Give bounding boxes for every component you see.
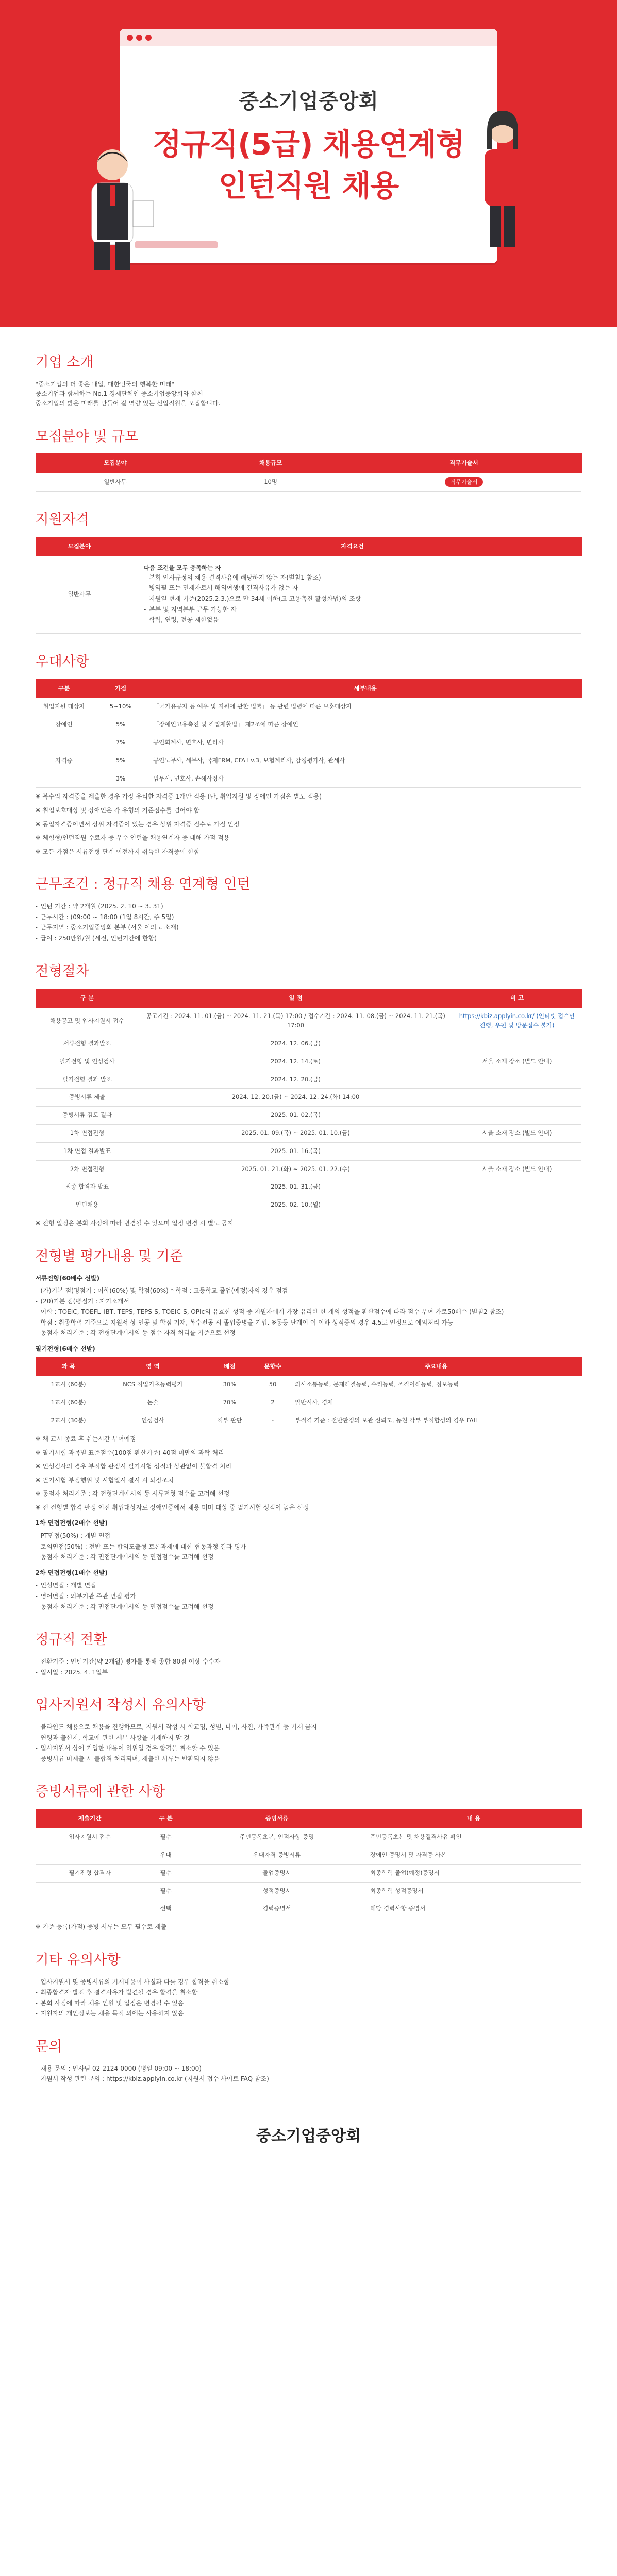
table-row: 1교시 (60분) 논술 70% 2 일반시사, 경제: [36, 1394, 581, 1412]
preference-table: 구분 가점 세부내용 취업지원 대상자 5~10% 「국가유공자 등 예우 및 지원에 관한 법률」 등 관련 법령에 따른 보훈대상자 장애인 5% 「장애인고용촉진 및 직업재활법」 제2조에 따른 장애인 7% 공인회계사, 변호사, 변리사 자격증 5% 공인노무사, 세무사, 국제FRM, CFA Lv.3, 보험계리사, 감정평가사, 관세사 3% 법무사, 변호사, 손해사정사: [36, 679, 582, 788]
section-title: 정규직 전환: [35, 1632, 107, 1648]
table-row: 1교시 (60분) NCS 직업기초능력평가 30% 50 의사소통능력, 문제해결능력, 수리능력, 조직이해능력, 정보능력: [36, 1376, 581, 1394]
table-row: 필기전형 합격자 필수 졸업증명서 최종학력 졸업(예정)증명서: [36, 1864, 581, 1882]
table-row: 필기전형 및 인성검사 2024. 12. 14.(토) 서울 소재 장소 (별도 안내): [36, 1053, 581, 1071]
section-title: 근무조건 : 정규직 채용 연계형 인턴: [35, 876, 251, 893]
table-row: 증빙서류 검토 결과 2025. 01. 02.(목): [36, 1107, 581, 1125]
window-dot-icon: [136, 35, 142, 41]
section-title: 기타 유의사항: [35, 1952, 121, 1968]
process-section: 전형절차 구 분 일 정 비 고 채용공고 및 입사지원서 접수 공고기간 : 2024. 11. 01.(금) ~ 2024. 11. 21.(목) 17:00 / 접수기간 : 2024. 11. 08.(금) ~ 2024. 11. 21.(목) 17:00 https://kbiz.applyin.co.kr/ (인터넷 접수만 진행, 우편 및 방문접수 불가) 서류전형 결과발표 2024. 12. 06.(금) 필기전형 및 인성검사 2024. 12. 14.(토) 서울 소재 장소 (별도 안내) 필기전형 결과 발표 2024. 12. 20.(금) 증빙서류 제출 2024. 12. 20.(금) ~ 2024. 12. 24.(화) 14:00 증빙서류 검토 결과 2025. 01. 02.(목) 1차 면접전형 2025. 01. 09.(목) ~ 2025. 01. 10.(금) 서울 소재 장소 (별도 안내) 1차 면접 결과발표 2025. 01. 16.(목) 2차 면접전형 2025. 01. 21.(화) ~ 2025. 01. 22.(수) 서울 소재 장소 (별도 안내) 최종 합격자 발표 2025. 01. 31.(금) 인턴채용 2025. 02. 10.(월) ※ 전형 일정은 본회 사정에 따라 변경될 수 있으며 일정 변경 시 별도 공지: [36, 961, 582, 1228]
table-row: 필기전형 결과 발표 2024. 12. 20.(금): [36, 1071, 581, 1089]
contact-section: 문의 - 채용 문의 : 인사팀 02-2124-0000 (평일 09:00 ~ 18:00) - 지원서 작성 관련 문의 : https://kbiz.applyin.co.kr (지원서 접수 사이트 FAQ 참조): [36, 2036, 582, 2084]
table-row: 3% 법무사, 변호사, 손해사정사: [36, 770, 581, 788]
intro-line: "중소기업의 더 좋은 내일, 대한민국의 행복한 미래": [35, 380, 175, 388]
table-row: 1차 면접전형 2025. 01. 09.(목) ~ 2025. 01. 10.(금) 서울 소재 장소 (별도 안내): [36, 1125, 581, 1143]
table-row: 최종 합격자 발표 2025. 01. 31.(금): [36, 1178, 581, 1196]
table-row: 일반사무 10명 직무기술서: [36, 473, 581, 492]
apply-link[interactable]: https://kbiz.applyin.co.kr/ (인터넷 접수만 진행, 우편 및 방문접수 불가): [453, 1008, 581, 1035]
section-title: 입사지원서 작성시 유의사항: [35, 1697, 206, 1714]
table-row: 입사지원서 접수 필수 주민등록초본, 인적사항 증명 주민등록초본 및 채용결격사유 확인: [36, 1828, 581, 1846]
job-description-button[interactable]: 직무기술서: [445, 477, 482, 487]
shelf-decoration: [135, 241, 218, 248]
qualification-table: [36, 537, 582, 634]
table-row: 1차 면접 결과발표 2025. 01. 16.(목): [36, 1142, 581, 1160]
table-row: 채용공고 및 입사지원서 접수 공고기간 : 2024. 11. 01.(금) ~ 2024. 11. 21.(목) 17:00 / 접수기간 : 2024. 11. 08.(금) ~ 2024. 11. 21.(목) 17:00 https://kbiz.applyin.co.kr/ (인터넷 접수만 진행, 우편 및 방문접수 불가): [36, 1008, 581, 1035]
qualification-section: [36, 509, 582, 633]
application-caution-section: 입사지원서 작성시 유의사항 - 블라인드 채용으로 채용을 진행하므로, 지원서 작성 시 학교명, 성별, 나이, 사진, 가족관계 등 기재 금지 - 연령과 출신지, 학교에 관한 세부 사항을 기재하지 말 것 - 입사지원서 상에 기입한 내용이 허위일 경우 합격을 취소할 수 있음 - 증빙서류 미제출 시 불합격 처리되며, 제출한 서류는 반환되지 않음: [36, 1694, 582, 1764]
hero-title-line1: 정규직(5급) 채용연계형: [153, 127, 464, 162]
etc-section: 기타 유의사항 - 입사지원서 및 증빙서류의 기재내용이 사실과 다를 경우 합격을 취소함 - 최종합격자 발표 후 결격사유가 발견될 경우 합격을 취소함 - 본회 사정에 따라 채용 인원 및 일정은 변경될 수 있음 - 지원자의 개인정보는 채용 목적 외에는 사용하지 않음: [36, 1950, 582, 2019]
table-row: 7% 공인회계사, 변호사, 변리사: [36, 734, 581, 752]
table-row: 인턴채용 2025. 02. 10.(월): [36, 1196, 581, 1214]
section-title: 지원자격: [35, 512, 89, 528]
table-row: 2차 면접전형 2025. 01. 21.(화) ~ 2025. 01. 22.(수) 서울 소재 장소 (별도 안내): [36, 1160, 581, 1178]
window-dot-icon: [127, 35, 133, 41]
recruit-section: [36, 426, 582, 492]
hero-window-bar: [120, 29, 497, 46]
table-header: 모집분야: [36, 537, 123, 556]
hero-title-line2: 인턴직원 채용: [218, 168, 399, 203]
documents-table: 제출기간 구 분 증빙서류 내 용 입사지원서 접수 필수 주민등록초본, 인적사항 증명 주민등록초본 및 채용결격사유 확인 우대 우대자격 증빙서류 장애인 증명서 및 자격증 사본 필기전형 합격자 필수 졸업증명서 최종학력 졸업(예정)증명서 필수 성적증명서 최종학력 성적증명서 선택 경력증명서 해당 경력사항 증명서: [36, 1809, 582, 1918]
table-header: 직무기술서: [346, 454, 581, 473]
hero-window: [120, 29, 497, 263]
written-test-table: 과 목 영 역 배점 문항수 주요내용 1교시 (60분) NCS 직업기초능력평가 30% 50 의사소통능력, 문제해결능력, 수리능력, 조직이해능력, 정보능력 1교시 (60분) 논술 70% 2 일반시사, 경제 2교시 (30분) 인성검사 적부 판단 - 부적격 기준 : 전반판정의 보관 신뢰도, 농친 각부 부적합성의 경우 FAIL: [36, 1357, 582, 1430]
section-title: 기업 소개: [35, 354, 94, 370]
section-title: 우대사항: [35, 653, 89, 670]
work-condition-section: 근무조건 : 정규직 채용 연계형 인턴 - 인턴 기간 : 약 2개월 (2025. 2. 10 ~ 3. 31) - 근무시간 : (09:00 ~ 18:00 (1일 8시간, 주 5일) - 근무지역 : 중소기업중앙회 본부 (서울 여의도 소재) - 급여 : 250만원/월 (세전, 인턴기간에 한함): [36, 874, 582, 943]
section-title: 문의: [35, 2039, 62, 2055]
contact-link[interactable]: - 지원서 작성 관련 문의 : https://kbiz.applyin.co.kr (지원서 접수 사이트 FAQ 참조): [36, 2074, 582, 2084]
table-row: 선택 경력증명서 해당 경력사항 증명서: [36, 1900, 581, 1918]
recruit-table: [36, 453, 582, 492]
hero-subtitle: 중소기업중앙회: [239, 90, 378, 113]
table-row: 일반사무 다음 조건을 모두 충족하는 자 - 본회 인사규정의 채용 결격사유에 해당하지 않는 자(별첨1 참조) - 병역필 또는 면제자로서 해외여행에 결격사유가 없는 자 - 지원일 현재 기준(2025.2.3.)으로 만 34세 이하(고 고용촉진 활성화법)의 조항 - 본부 및 지역본부 근무 가능한 자 - 학력, 연령, 전공 제한없음: [36, 556, 581, 633]
preference-section: 우대사항 구분 가점 세부내용 취업지원 대상자 5~10% 「국가유공자 등 예우 및 지원에 관한 법률」 등 관련 법령에 따른 보훈대상자 장애인 5% 「장애인고용촉진 및 직업재활법」 제2조에 따른 장애인 7% 공인회계사, 변호사, 변리사 자격증 5% 공인노무사, 세무사, 국제FRM, CFA Lv.3, 보험계리사, 감정평가사, 관세사 3% 법무사, 변호사, 손해사정사 ※ 복수의 자격증을 제출한 경우 가장 유리한 자격증 1개만 적용 (단, 취업지원 및 장애인 가점은 별도 적용) ※ 취업보호대상 및 장애인은 각 유형의 기준점수를 넘어야 함 ※ 동일자격증이면서 상위 자격증이 있는 경우 상위 자격증 점수로 가점 인정 ※ 체험형/인턴직원 수료자 중 우수 인턴을 채용연계자 중 대해 가점 적용 ※ 모든 가점은 서류전형 단계 이전까지 취득한 자격증에 한함: [36, 651, 582, 857]
footer-organization-name: 중소기업중앙회: [36, 2102, 582, 2175]
table-row: 필수 성적증명서 최종학력 성적증명서: [36, 1882, 581, 1900]
table-row: 2교시 (30분) 인성검사 적부 판단 - 부적격 기준 : 전반판정의 보관 신뢰도, 농친 각부 부적합성의 경우 FAIL: [36, 1412, 581, 1430]
conversion-section: 정규직 전환 - 전환기준 : 인턴기간(약 2개월) 평가를 통해 종합 80점 이상 수수자 - 입시일 : 2025. 4. 1일부: [36, 1629, 582, 1677]
evaluation-section: 전형별 평가내용 및 기준 서류전형(60배수 선발) - (가)기본 점(평점기 : 어학(60%) 및 학점(60%) * 학점 : 고등학교 졸업(예정)자의 경우 점검 - (20)기본 점(평점기 : 자기소개서 - 어학 : TOEIC, TOEFL_iBT, TEPS, TEPS-S, TOEIC-S, OPIc의 유효한 성적 중 지원자에게 가장 유리한 한 개의 성적을 환산점수에 따라 점수 부여 가로50배수 (별첨2 참조) - 학점 : 취종학력 기준으로 지원서 상 인공 및 학점 기재, 복수전공 시 졸업증명을 기입. ※동등 단계이 이 이하 성적증의 경우 4.5로 인정으로 예외처리 가능 - 동점자 처리기준 : 각 전형단계에서의 동 점수 자격 처리를 기준으로 선정 필기전형(6배수 선발) 과 목 영 역 배점 문항수 주요내용 1교시 (60분) NCS 직업기초능력평가 30% 50 의사소통능력, 문제해결능력, 수리능력, 조직이해능력, 정보능력 1교시 (60분) 논술 70% 2 일반시사, 경제 2교시 (30분) 인성검사 적부 판단 - 부적격 기준 : 전반판정의 보관 신뢰도, 농친 각부 부적합성의 경우 FAIL ※ 채 교시 종료 후 쉬는시간 부여예정 ※ 필기시험 과목별 표준점수(100점 환산기준) 40점 미만의 과락 처리 ※ 인성검사의 경우 부적합 판정시 필기시험 성적과 상관없이 불합격 처리 ※ 필기시험 부정행위 및 시험일시 결시 시 퇴장조치 ※ 동점자 처리기준 : 각 전형단계에서의 동 서류전형 점수를 고려해 선정 ※ 전 전형별 합격 판정 이전 취업대상자로 장애인중에서 채용 미미 대상 중 필기시험 성적이 높은 선정 1차 면접전형(2배수 선발) - PT면접(50%) : 개별 면접 - 토의면접(50%) : 전반 또는 합의도출형 토론과제에 대한 협동과정 결과 평가 - 동점자 처리기준 : 각 면접단계에서의 동 면접점수를 고려해 선정 2차 면접전형(1배수 선발) - 인성면접 : 개별 면접 - 영어면접 : 외부기관 주관 면접 평가 - 동점자 처리기준 : 각 면접단계에서의 동 면접점수를 고려해 선정: [36, 1246, 582, 1612]
intro-section: [36, 352, 582, 409]
section-title: 전형절차: [35, 963, 89, 979]
section-title: 증빙서류에 관한 사항: [35, 1784, 165, 1800]
hero-banner: [0, 0, 617, 327]
documents-section: 증빙서류에 관한 사항 제출기간 구 분 증빙서류 내 용 입사지원서 접수 필수 주민등록초본, 인적사항 증명 주민등록초본 및 채용결격사유 확인 우대 우대자격 증빙서류 장애인 증명서 및 자격증 사본 필기전형 합격자 필수 졸업증명서 최종학력 졸업(예정)증명서 필수 성적증명서 최종학력 성적증명서 선택 경력증명서 해당 경력사항 증명서 ※ 기준 등록(가점) 증빙 서류는 모두 필수로 제출: [36, 1781, 582, 1931]
table-header: 채용규모: [195, 454, 346, 473]
intro-line: 중소기업의 밝은 미래를 만들어 갈 역량 있는 신입직원을 모집합니다.: [35, 400, 221, 408]
section-title: 모집분야 및 규모: [35, 428, 139, 445]
table-header: 모집분야: [36, 454, 195, 473]
section-title: 전형별 평가내용 및 기준: [35, 1248, 184, 1264]
woman-illustration-icon: [464, 108, 541, 252]
table-row: 장애인 5% 「장애인고용촉진 및 직업재활법」 제2조에 따른 장애인: [36, 716, 581, 734]
table-row: 자격증 5% 공인노무사, 세무사, 국제FRM, CFA Lv.3, 보험계리사, 감정평가사, 관세사: [36, 752, 581, 770]
table-row: 우대 우대자격 증빙서류 장애인 증명서 및 자격증 사본: [36, 1846, 581, 1864]
table-header: 자격요건: [123, 537, 581, 556]
window-dot-icon: [145, 35, 152, 41]
table-row: 서류전형 결과발표 2024. 12. 06.(금): [36, 1035, 581, 1053]
intro-line: 중소기업과 함께하는 No.1 경제단체인 중소기업중앙회와 함께: [35, 390, 203, 398]
table-row: 증빙서류 제출 2024. 12. 20.(금) ~ 2024. 12. 24.(화) 14:00: [36, 1089, 581, 1107]
process-table: 구 분 일 정 비 고 채용공고 및 입사지원서 접수 공고기간 : 2024. 11. 01.(금) ~ 2024. 11. 21.(목) 17:00 / 접수기간 : 2024. 11. 08.(금) ~ 2024. 11. 21.(목) 17:00 https://kbiz.applyin.co.kr/ (인터넷 접수만 진행, 우편 및 방문접수 불가) 서류전형 결과발표 2024. 12. 06.(금) 필기전형 및 인성검사 2024. 12. 14.(토) 서울 소재 장소 (별도 안내) 필기전형 결과 발표 2024. 12. 20.(금) 증빙서류 제출 2024. 12. 20.(금) ~ 2024. 12. 24.(화) 14:00 증빙서류 검토 결과 2025. 01. 02.(목) 1차 면접전형 2025. 01. 09.(목) ~ 2025. 01. 10.(금) 서울 소재 장소 (별도 안내) 1차 면접 결과발표 2025. 01. 16.(목) 2차 면접전형 2025. 01. 21.(화) ~ 2025. 01. 22.(수) 서울 소재 장소 (별도 안내) 최종 합격자 발표 2025. 01. 31.(금) 인턴채용 2025. 02. 10.(월): [36, 989, 582, 1215]
man-illustration-icon: [66, 144, 159, 273]
table-row: 취업지원 대상자 5~10% 「국가유공자 등 예우 및 지원에 관한 법률」 등 관련 법령에 따른 보훈대상자: [36, 698, 581, 716]
